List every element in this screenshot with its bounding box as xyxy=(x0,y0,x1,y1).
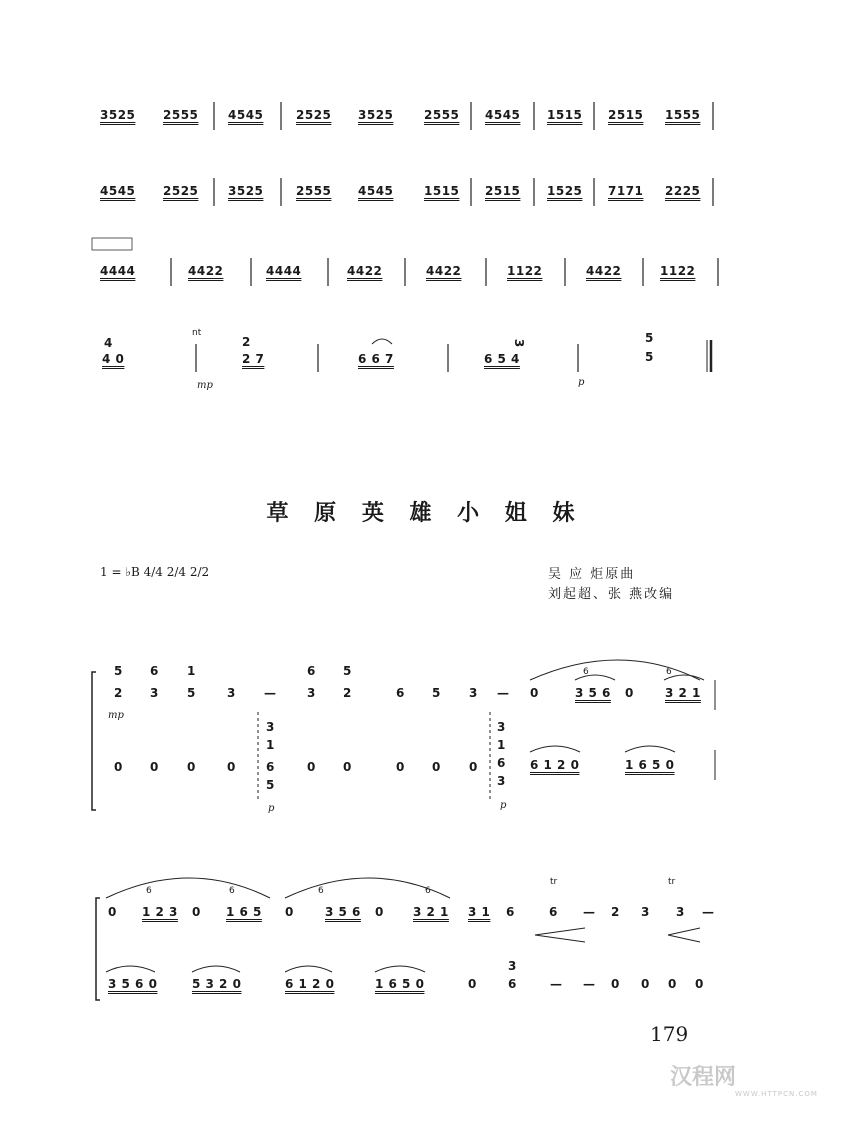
ornament-text: nt xyxy=(192,328,202,338)
measure: 3525 xyxy=(358,108,394,122)
beamed-group: 3 1 xyxy=(468,905,491,919)
slur xyxy=(625,746,675,752)
chord-note: 5 xyxy=(266,778,275,792)
measure: 4422 xyxy=(586,264,622,278)
phrase-slur xyxy=(530,660,700,680)
beamed-group: 1 6 5 0 xyxy=(625,758,675,772)
measure: 4422 xyxy=(188,264,224,278)
note: 0 xyxy=(530,686,539,700)
rest: 0 xyxy=(641,977,650,991)
note: 6 xyxy=(396,686,405,700)
rest: 0 xyxy=(468,977,477,991)
measure: 6 6 7 xyxy=(358,352,394,366)
system-bracket xyxy=(92,672,96,810)
rest: 0 xyxy=(469,760,478,774)
watermark-logo: 汉程网 xyxy=(670,1065,737,1090)
measure: 1525 xyxy=(547,184,583,198)
composer-credit: 吴 应 炬原曲 xyxy=(548,567,636,582)
measure: 1555 xyxy=(665,108,701,122)
rest: 0 xyxy=(343,760,352,774)
note: 6 xyxy=(307,664,316,678)
dash: — xyxy=(702,905,714,919)
piece-title: 草 原 英 雄 小 姐 妹 xyxy=(266,501,584,526)
chord-note: 6 xyxy=(497,756,506,770)
note: 0 xyxy=(625,686,634,700)
slur xyxy=(372,339,392,344)
beamed-group: 5 3 2 0 xyxy=(192,977,242,991)
slur xyxy=(285,966,332,972)
beamed-group: 1 6 5 xyxy=(226,905,262,919)
measure: 2225 xyxy=(665,184,701,198)
measure: 2515 xyxy=(485,184,521,198)
measure: 4444 xyxy=(266,264,302,278)
dash: — xyxy=(583,977,595,991)
tuplet-number: 6 xyxy=(666,667,672,677)
note: 1 xyxy=(187,664,196,678)
beamed-group: 3 2 1 xyxy=(413,905,449,919)
measure: 4 0 xyxy=(102,352,125,366)
rest: 0 xyxy=(695,977,704,991)
note: 3 xyxy=(641,905,650,919)
measure: 4545 xyxy=(228,108,264,122)
tuplet-number: 6 xyxy=(318,886,324,896)
note: 3 xyxy=(676,905,685,919)
note: 2 xyxy=(114,686,123,700)
slur xyxy=(375,966,425,972)
note-top: 4 xyxy=(104,336,113,350)
dynamic-p: p xyxy=(500,800,507,811)
measure: 2555 xyxy=(163,108,199,122)
dynamic-p: p xyxy=(578,377,585,388)
rest: 0 xyxy=(114,760,123,774)
note: 5 xyxy=(432,686,441,700)
arranger-credit: 刘起超、张 燕改编 xyxy=(548,587,675,602)
chord-note: 3 xyxy=(497,720,506,734)
measure: 4444 xyxy=(100,264,136,278)
beamed-group: 6 1 2 0 xyxy=(285,977,335,991)
note: 3 xyxy=(469,686,478,700)
beamed-group: 3 5 6 xyxy=(575,686,611,700)
crescendo-hairpin xyxy=(668,928,700,942)
beamed-group: 3 5 6 xyxy=(325,905,361,919)
watermark-url: WWW.HTTPCN.COM xyxy=(735,1090,818,1098)
measure: 4545 xyxy=(100,184,136,198)
chord-note: 3 xyxy=(497,774,506,788)
chord-note: 1 xyxy=(497,738,506,752)
key-signature: 1 = ♭B 4/4 2/4 2/2 xyxy=(100,565,210,579)
trill-mark: tr xyxy=(550,877,558,887)
note: 5 xyxy=(187,686,196,700)
beamed-group: 6 1 2 0 xyxy=(530,758,580,772)
measure: 2525 xyxy=(163,184,199,198)
measure: 4545 xyxy=(358,184,394,198)
beamed-group: 1 6 5 0 xyxy=(375,977,425,991)
chord-note: 3 xyxy=(508,959,517,973)
dynamic-mp: mp xyxy=(108,710,124,721)
chord-note: 1 xyxy=(266,738,275,752)
slur xyxy=(530,746,580,752)
beamed-group: 1 2 3 xyxy=(142,905,178,919)
note: 6 xyxy=(506,905,515,919)
rest: 0 xyxy=(285,905,294,919)
rest: 0 xyxy=(611,977,620,991)
dynamic-p: p xyxy=(268,803,275,814)
measure: 4545 xyxy=(485,108,521,122)
measure: 7171 xyxy=(608,184,644,198)
rest: 0 xyxy=(187,760,196,774)
slur xyxy=(575,675,615,680)
measure: 2555 xyxy=(296,184,332,198)
beamed-group: 3 2 1 xyxy=(665,686,701,700)
ornament-box xyxy=(92,238,132,250)
rest: 0 xyxy=(108,905,117,919)
rest: 0 xyxy=(307,760,316,774)
phrase-slur xyxy=(106,878,270,898)
tuplet-number: 6 xyxy=(425,886,431,896)
rest: 0 xyxy=(227,760,236,774)
dash: — xyxy=(583,905,595,919)
measure: 3525 xyxy=(100,108,136,122)
chord-note: 3 xyxy=(266,720,275,734)
beamed-group: 3 5 6 0 xyxy=(108,977,158,991)
note: 5 xyxy=(343,664,352,678)
note: 5 xyxy=(114,664,123,678)
page-number: 179 xyxy=(650,1022,689,1046)
trill-mark: tr xyxy=(668,877,676,887)
rest: 0 xyxy=(668,977,677,991)
slur xyxy=(192,966,240,972)
measure: 1122 xyxy=(660,264,696,278)
note-top: 5 xyxy=(645,331,654,345)
dash: — xyxy=(264,686,276,700)
measure: 1122 xyxy=(507,264,543,278)
note-top: 2 xyxy=(242,335,251,349)
chord-note: 6 xyxy=(266,760,275,774)
rest: 0 xyxy=(375,905,384,919)
crescendo-hairpin xyxy=(535,928,585,942)
system-bracket xyxy=(96,898,100,1000)
tuplet-number: 6 xyxy=(229,886,235,896)
rest: 0 xyxy=(150,760,159,774)
measure: 2515 xyxy=(608,108,644,122)
note-top: 3 xyxy=(512,338,527,348)
measure: 2525 xyxy=(296,108,332,122)
measure: 1515 xyxy=(424,184,460,198)
note: 3 xyxy=(227,686,236,700)
rest: 0 xyxy=(192,905,201,919)
phrase-slur xyxy=(285,878,450,898)
dash: — xyxy=(550,977,562,991)
note: 3 xyxy=(150,686,159,700)
dash: — xyxy=(497,686,509,700)
dynamic-mp: mp xyxy=(197,380,213,391)
note: 2 xyxy=(343,686,352,700)
measure: 4422 xyxy=(426,264,462,278)
measure: 2555 xyxy=(424,108,460,122)
rest: 0 xyxy=(432,760,441,774)
tuplet-number: 6 xyxy=(146,886,152,896)
note: 2 xyxy=(611,905,620,919)
measure: 1515 xyxy=(547,108,583,122)
measure: 4422 xyxy=(347,264,383,278)
slur xyxy=(106,966,155,972)
measure: 3525 xyxy=(228,184,264,198)
note: 6 xyxy=(549,905,558,919)
measure: 2 7 xyxy=(242,352,265,366)
note: 6 xyxy=(150,664,159,678)
measure: 6 5 4 xyxy=(484,352,520,366)
tuplet-number: 6 xyxy=(583,667,589,677)
note-bottom: 5 xyxy=(645,350,654,364)
note: 6 xyxy=(508,977,517,991)
rest: 0 xyxy=(396,760,405,774)
note: 3 xyxy=(307,686,316,700)
